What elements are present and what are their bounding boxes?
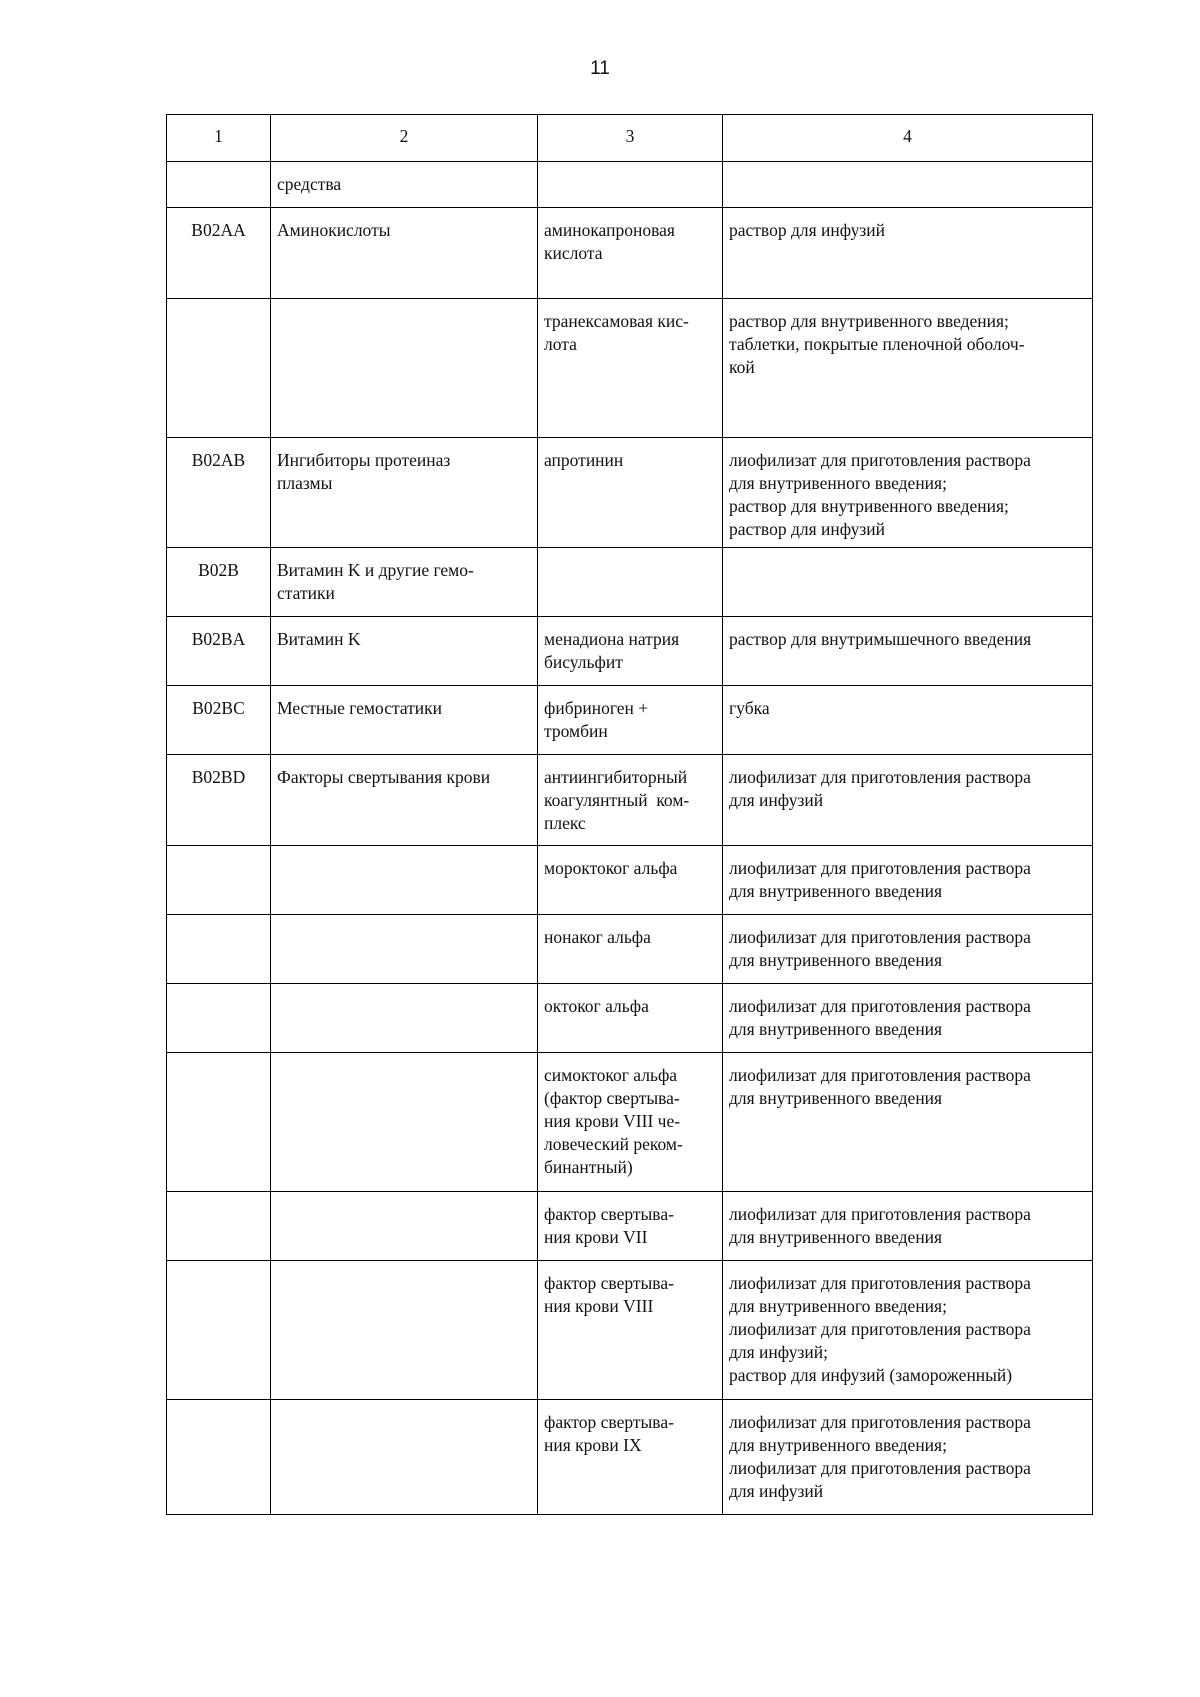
drug-name-cell [538, 686, 723, 755]
drug-name-line: бинантный) [544, 1157, 633, 1177]
dosage-form-cell [723, 438, 1093, 548]
group-name-cell [271, 208, 538, 299]
group-name-cell [271, 984, 538, 1053]
group-name-cell [271, 1261, 538, 1400]
atc-code-cell [167, 1400, 271, 1515]
dosage-form-line: для внутривенного введения; [729, 1296, 947, 1316]
column-header: 3 [538, 115, 723, 162]
drug-name-line: аминокапроновая [544, 220, 675, 240]
dosage-form-line: лиофилизат для приготовления раствора [729, 996, 1031, 1016]
drug-name-line: коагулянтный ком- [544, 790, 690, 810]
group-name-line: статики [277, 583, 335, 603]
table-row [167, 548, 1093, 617]
group-name-line: средства [277, 174, 342, 194]
group-name-line: Аминокислоты [277, 220, 391, 240]
dosage-form-line: губка [729, 698, 770, 718]
table-header-row [167, 115, 1093, 162]
dosage-form-line: таблетки, покрытые пленочной оболоч- [729, 334, 1025, 354]
group-name-cell [271, 299, 538, 438]
table-row [167, 208, 1093, 299]
table-row [167, 1400, 1093, 1515]
dosage-form-line: лиофилизат для приготовления раствора [729, 450, 1031, 470]
dosage-form-line: для внутривенного введения [729, 1227, 943, 1247]
drug-name-line: (фактор свертыва- [544, 1088, 680, 1108]
group-name-line: плазмы [277, 473, 333, 493]
drug-name-line: транексамовая кис- [544, 311, 689, 331]
group-name-cell [271, 686, 538, 755]
atc-code-cell: B02BD [167, 755, 271, 846]
table-row [167, 1192, 1093, 1261]
group-name-line: Ингибиторы протеиназ [277, 450, 451, 470]
atc-code-cell: B02B [167, 548, 271, 617]
drug-name-line: фактор свертыва- [544, 1412, 674, 1432]
dosage-form-cell [723, 1261, 1093, 1400]
page-number: 11 [590, 58, 610, 79]
atc-code-cell [167, 984, 271, 1053]
dosage-form-line: лиофилизат для приготовления раствора [729, 1412, 1031, 1432]
drug-name-line: октоког альфа [544, 996, 649, 1016]
dosage-form-line: для внутривенного введения [729, 881, 943, 901]
atc-code-cell: B02BC [167, 686, 271, 755]
group-name-line: Местные гемостатики [277, 698, 443, 718]
dosage-form-cell [723, 984, 1093, 1053]
drug-name-cell [538, 846, 723, 915]
drug-name-line: симоктоког альфа [544, 1065, 678, 1085]
drug-name-line: плекс [544, 813, 586, 833]
group-name-cell [271, 438, 538, 548]
dosage-form-cell [723, 299, 1093, 438]
drug-name-line: фактор свертыва- [544, 1204, 674, 1224]
dosage-form-cell [723, 162, 1093, 208]
dosage-form-line: раствор для инфузий (замороженный) [729, 1365, 1013, 1385]
column-header: 4 [723, 115, 1093, 162]
table-row [167, 1053, 1093, 1192]
atc-code-cell [167, 846, 271, 915]
drug-name-cell [538, 1261, 723, 1400]
dosage-form-line: лиофилизат для приготовления раствора [729, 767, 1031, 787]
drug-name-line: ния крови IX [544, 1435, 642, 1455]
drug-name-cell [538, 1053, 723, 1192]
table-row [167, 617, 1093, 686]
drug-name-cell [538, 438, 723, 548]
table-row [167, 755, 1093, 846]
drug-name-cell [538, 208, 723, 299]
dosage-form-cell [723, 1400, 1093, 1515]
dosage-form-line: раствор для внутримышечного введения [729, 629, 1032, 649]
table-row [167, 846, 1093, 915]
dosage-form-line: лиофилизат для приготовления раствора [729, 1065, 1031, 1085]
dosage-form-cell [723, 846, 1093, 915]
dosage-form-line: лиофилизат для приготовления раствора [729, 927, 1031, 947]
dosage-form-cell [723, 1192, 1093, 1261]
drug-name-line: менадиона натрия [544, 629, 680, 649]
drug-name-line: бисульфит [544, 652, 623, 672]
drug-name-line: мороктоког альфа [544, 858, 678, 878]
drug-name-cell [538, 548, 723, 617]
drug-name-line: ния крови VII [544, 1227, 648, 1247]
dosage-form-line: для внутривенного введения; [729, 473, 947, 493]
dosage-form-line: для внутривенного введения [729, 950, 943, 970]
group-name-cell [271, 548, 538, 617]
drug-name-cell [538, 1192, 723, 1261]
atc-code-cell [167, 1192, 271, 1261]
dosage-form-cell [723, 548, 1093, 617]
dosage-form-line: для инфузий [729, 1481, 824, 1501]
atc-code-cell [167, 162, 271, 208]
table-body [167, 162, 1093, 1515]
atc-code-cell: B02BA [167, 617, 271, 686]
drug-name-line: ния крови VIII [544, 1296, 654, 1316]
group-name-cell [271, 617, 538, 686]
drug-name-cell [538, 755, 723, 846]
drug-name-line: апротинин [544, 450, 624, 470]
dosage-form-line: раствор для инфузий [729, 519, 886, 539]
group-name-cell [271, 915, 538, 984]
column-header: 1 [167, 115, 271, 162]
drug-name-line: нонаког альфа [544, 927, 651, 947]
group-name-cell [271, 1400, 538, 1515]
dosage-form-cell [723, 1053, 1093, 1192]
group-name-cell [271, 755, 538, 846]
drug-name-cell [538, 617, 723, 686]
atc-code-cell [167, 915, 271, 984]
dosage-form-line: раствор для внутривенного введения; [729, 311, 1009, 331]
table-row [167, 984, 1093, 1053]
dosage-form-cell [723, 755, 1093, 846]
group-name-cell [271, 162, 538, 208]
dosage-form-cell [723, 208, 1093, 299]
table-row [167, 299, 1093, 438]
drug-name-cell [538, 162, 723, 208]
group-name-line: Факторы свертывания крови [277, 767, 491, 787]
drug-name-line: фибриноген + [544, 698, 649, 718]
drug-name-line: кислота [544, 243, 603, 263]
group-name-cell [271, 1053, 538, 1192]
table-row [167, 686, 1093, 755]
table-row [167, 915, 1093, 984]
drug-name-line: антиингибиторный [544, 767, 688, 787]
atc-code-cell [167, 299, 271, 438]
group-name-line: Витамин K и другие гемо- [277, 560, 474, 580]
drug-name-line: тромбин [544, 721, 608, 741]
dosage-form-cell [723, 915, 1093, 984]
dosage-form-line: лиофилизат для приготовления раствора [729, 1458, 1031, 1478]
drug-name-cell [538, 915, 723, 984]
table-row [167, 162, 1093, 208]
dosage-form-line: лиофилизат для приготовления раствора [729, 1319, 1031, 1339]
dosage-form-line: кой [729, 357, 755, 377]
drug-name-cell [538, 1400, 723, 1515]
drug-name-cell [538, 299, 723, 438]
drug-name-line: фактор свертыва- [544, 1273, 674, 1293]
group-name-cell [271, 1192, 538, 1261]
dosage-form-line: для инфузий; [729, 1342, 828, 1362]
drug-name-line: лота [544, 334, 577, 354]
dosage-form-cell [723, 686, 1093, 755]
drug-name-line: ловеческий реком- [544, 1134, 683, 1154]
atc-code-cell: B02AB [167, 438, 271, 548]
atc-code-cell [167, 1261, 271, 1400]
dosage-form-line: для инфузий [729, 790, 824, 810]
dosage-form-line: раствор для инфузий [729, 220, 886, 240]
atc-code-cell: B02AA [167, 208, 271, 299]
group-name-line: Витамин K [277, 629, 361, 649]
dosage-form-line: для внутривенного введения [729, 1019, 943, 1039]
table-row [167, 1261, 1093, 1400]
dosage-form-line: для внутривенного введения [729, 1088, 943, 1108]
drug-name-line: ния крови VIII че- [544, 1111, 681, 1131]
dosage-form-line: для внутривенного введения; [729, 1435, 947, 1455]
drug-table [166, 114, 1093, 1515]
atc-code-cell [167, 1053, 271, 1192]
dosage-form-line: лиофилизат для приготовления раствора [729, 1204, 1031, 1224]
column-header: 2 [271, 115, 538, 162]
dosage-form-line: раствор для внутривенного введения; [729, 496, 1009, 516]
drug-name-cell [538, 984, 723, 1053]
dosage-form-cell [723, 617, 1093, 686]
dosage-form-line: лиофилизат для приготовления раствора [729, 858, 1031, 878]
dosage-form-line: лиофилизат для приготовления раствора [729, 1273, 1031, 1293]
table-row [167, 438, 1093, 548]
group-name-cell [271, 846, 538, 915]
